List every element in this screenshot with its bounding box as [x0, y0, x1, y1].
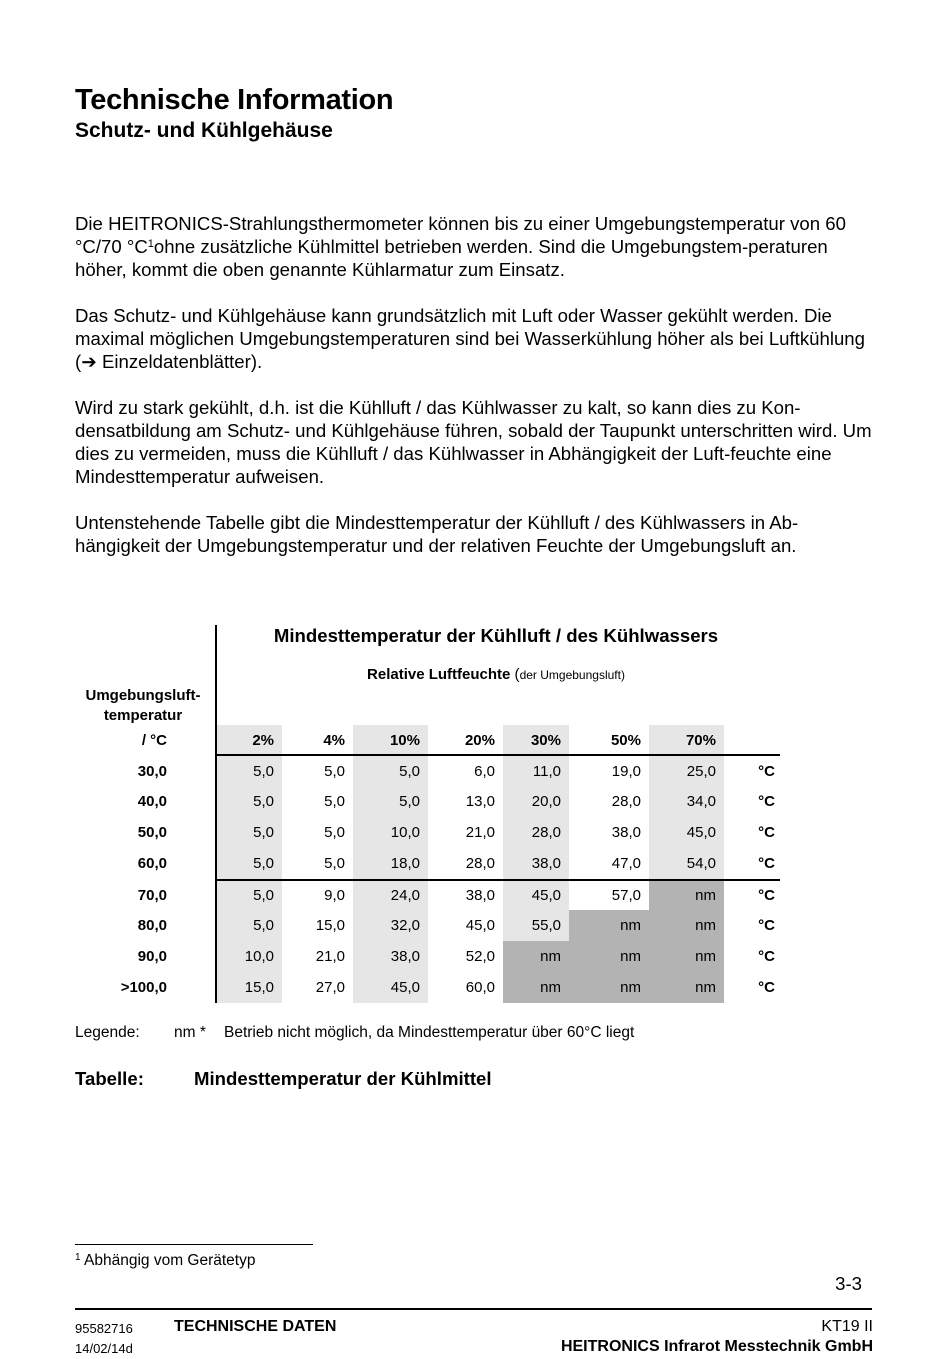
table-cell: 15,0: [315, 917, 345, 934]
humidity-header-cell: 20%: [464, 732, 495, 749]
unit-cell: °C: [758, 917, 775, 934]
caption-text: Mindesttemperatur der Kühlmittel: [194, 1068, 492, 1089]
paragraph-table-intro: Untenstehende Tabelle gibt die Mindesttemperatur der Kühlluft / des Kühlwassers in Ab-hängigkeit der Umgebungstemperatur und der relativen Feuchte der Umgebungsluft an.: [75, 512, 799, 556]
footer-doc-number: 95582716: [75, 1321, 133, 1336]
table-row: [75, 786, 780, 817]
table-cell: 47,0: [611, 855, 641, 872]
table-cell: 21,0: [315, 948, 345, 965]
ambient-temp-cell: 50,0: [137, 824, 167, 841]
table-mid-rule: [215, 879, 780, 881]
table-cell: nm: [649, 972, 724, 1003]
table-title: Mindesttemperatur der Kühlluft / des Kühlwassers: [273, 625, 719, 646]
footer-date: 14/02/14d: [75, 1341, 133, 1356]
humidity-header-cell: 10%: [353, 725, 428, 756]
table-cell: 5,0: [324, 793, 345, 810]
table-subtitle-small: der Umgebungsluft): [519, 668, 625, 682]
humidity-header-cell: 50%: [610, 732, 641, 749]
table-cell: 11,0: [503, 756, 569, 787]
table-cell: 45,0: [503, 880, 569, 911]
table-cell: 5,0: [217, 880, 282, 911]
paragraph-condensation: Wird zu stark gekühlt, d.h. ist die Kühlluft / das Kühlwasser zu kalt, so kann dies zu Kon-densatbildung am Schutz- und Kühlgehäuse führen, sobald der Taupunkt unterschritten wird. Um dies zu vermeiden, muss die Kühlluft / das Kühlwasser in Abhängigkeit der Luft-feuchte eine Mindesttemperatur aufweisen.: [75, 397, 872, 487]
paragraph-intro-text-2: ohne zusätzliche Kühlmittel betrieben werden. Sind die Umgebungstem-peraturen höher, kommt die oben genannte Kühlarmatur zum Einsatz.: [75, 236, 828, 280]
unit-cell: °C: [758, 855, 775, 872]
table-cell: 60,0: [465, 979, 495, 996]
legend-label: Legende:: [75, 1024, 140, 1041]
ambient-label-line-2: temperatur: [103, 707, 183, 724]
table-header-rule: [215, 754, 780, 756]
arrow-icon: ➔: [81, 351, 97, 372]
table-cell: 27,0: [315, 979, 345, 996]
table-cell: 10,0: [217, 941, 282, 972]
table-cell: 18,0: [353, 848, 428, 879]
table-cell: 52,0: [465, 948, 495, 965]
footnote-text: Abhängig vom Gerätetyp: [84, 1252, 256, 1269]
unit-cell: °C: [758, 887, 775, 904]
table-cell: 5,0: [217, 786, 282, 817]
humidity-header-cell: 4%: [323, 732, 345, 749]
table-row: [75, 756, 780, 787]
table-header-row: [75, 725, 780, 756]
footnote: [75, 1252, 255, 1270]
table-row: [75, 941, 780, 972]
table-cell: 28,0: [503, 817, 569, 848]
table-cell: nm: [569, 910, 649, 941]
table-cell: 38,0: [465, 887, 495, 904]
unit-header: / °C: [141, 732, 167, 749]
table-cell: 19,0: [611, 763, 641, 780]
paragraph-cooling-text: Das Schutz- und Kühlgehäuse kann grundsätzlich mit Luft oder Wasser gekühlt werden. Die maximal möglichen Umgebungstemperaturen sind bei Wasserkühlung höher als bei Luftkühlung (: [75, 305, 865, 372]
table-cell: nm: [649, 941, 724, 972]
table-subtitle-paren: (: [510, 666, 520, 683]
unit-cell: °C: [758, 763, 775, 780]
table-cell: nm: [503, 941, 569, 972]
footnote-number: 1: [75, 1252, 81, 1263]
table-cell: 6,0: [474, 763, 495, 780]
table-cell: 55,0: [503, 910, 569, 941]
unit-cell: °C: [758, 824, 775, 841]
table-cell: 5,0: [217, 817, 282, 848]
table-subtitle-bold: Relative Luftfeuchte: [367, 666, 511, 683]
footer-company: HEITRONICS Infrarot Messtechnik GmbH: [560, 1338, 873, 1355]
table-cell: 5,0: [217, 756, 282, 787]
table-cell: nm: [649, 880, 724, 911]
humidity-header-cell: 2%: [217, 725, 282, 756]
table-cell: 25,0: [649, 756, 724, 787]
table-cell: 38,0: [611, 824, 641, 841]
table-cell: 34,0: [649, 786, 724, 817]
table-cell: 5,0: [324, 824, 345, 841]
table-cell: nm: [569, 972, 649, 1003]
footer-model: KT19 II: [821, 1318, 873, 1335]
paragraph-intro-text: Die HEITRONICS-Strahlungsthermometer können bis zu einer Umgebungstemperatur von 60 °C/70 °C: [75, 213, 846, 257]
footer-section: TECHNISCHE DATEN: [174, 1318, 337, 1335]
legend-text: Betrieb nicht möglich, da Mindesttemperatur über 60°C liegt: [224, 1024, 635, 1041]
table-cell: 5,0: [353, 786, 428, 817]
page-title: Technische Information: [75, 84, 394, 116]
table-cell: 5,0: [217, 848, 282, 879]
footnote-ref: 1: [147, 238, 154, 250]
footnote-rule: [75, 1244, 313, 1245]
unit-cell: °C: [758, 979, 775, 996]
table-cell: 5,0: [217, 910, 282, 941]
footer-rule: [75, 1308, 872, 1310]
ambient-temp-cell: 40,0: [137, 793, 167, 810]
table-subtitle: [216, 666, 776, 683]
table-cell: 38,0: [503, 848, 569, 879]
table-cell: 45,0: [465, 917, 495, 934]
paragraph-cooling-text-2: Einzeldatenblätter).: [96, 351, 263, 372]
table-row: [75, 848, 780, 879]
table-cell: 21,0: [465, 824, 495, 841]
table-cell: 57,0: [611, 887, 641, 904]
table-cell: 10,0: [353, 817, 428, 848]
table-cell: 28,0: [465, 855, 495, 872]
caption-label: Tabelle:: [75, 1068, 144, 1089]
table-cell: nm: [503, 972, 569, 1003]
table-cell: 54,0: [649, 848, 724, 879]
humidity-header-cell: 30%: [503, 725, 569, 756]
table-cell: 9,0: [324, 887, 345, 904]
legend-key: nm *: [174, 1024, 206, 1041]
table-row: [75, 880, 780, 911]
ambient-temp-cell: 70,0: [137, 887, 167, 904]
table-cell: 5,0: [353, 756, 428, 787]
table-cell: 45,0: [649, 817, 724, 848]
table-cell: 38,0: [353, 941, 428, 972]
table-cell: 20,0: [503, 786, 569, 817]
humidity-header-cell: 70%: [649, 725, 724, 756]
unit-cell: °C: [758, 948, 775, 965]
table-cell: 5,0: [324, 855, 345, 872]
table-row: [75, 817, 780, 848]
table-cell: 15,0: [217, 972, 282, 1003]
table-cell: 45,0: [353, 972, 428, 1003]
page-number: 3-3: [835, 1273, 862, 1294]
paragraph-intro: [75, 212, 875, 281]
table-cell: 32,0: [353, 910, 428, 941]
table-cell: 13,0: [465, 793, 495, 810]
ambient-temperature-label: [68, 686, 218, 726]
table-cell: nm: [649, 910, 724, 941]
table-cell: 24,0: [353, 880, 428, 911]
ambient-temp-cell: 80,0: [137, 917, 167, 934]
table-cell: 5,0: [324, 763, 345, 780]
ambient-temp-cell: 60,0: [137, 855, 167, 872]
table-cell: 28,0: [611, 793, 641, 810]
ambient-temp-cell: >100,0: [120, 979, 167, 996]
ambient-label-line-1: Umgebungsluft-: [85, 687, 201, 704]
ambient-temp-cell: 30,0: [137, 763, 167, 780]
table-row: [75, 910, 780, 941]
unit-cell: °C: [758, 793, 775, 810]
page-subtitle: Schutz- und Kühlgehäuse: [75, 119, 333, 142]
table-row: [75, 972, 780, 1003]
paragraph-cooling: [75, 304, 875, 373]
table-cell: nm: [569, 941, 649, 972]
ambient-temp-cell: 90,0: [137, 948, 167, 965]
